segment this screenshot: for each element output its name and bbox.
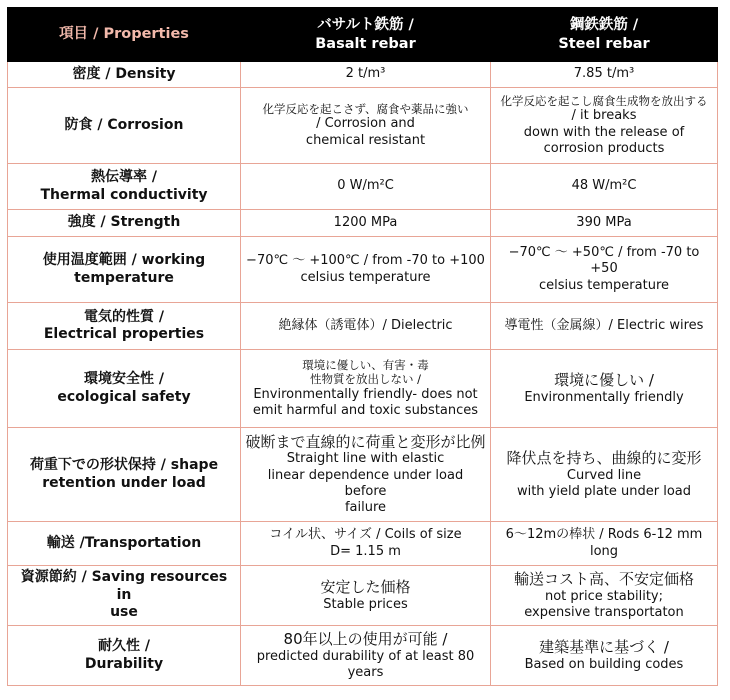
steel-cell xyxy=(491,626,718,686)
steel-value: 48 W/m²C xyxy=(571,178,637,194)
basalt-value: Environmentally friendly- does not xyxy=(253,386,478,402)
property-label: 熱伝導率 / xyxy=(91,169,157,185)
steel-value: 390 MPa xyxy=(576,214,632,230)
steel-cell xyxy=(491,566,718,626)
basalt-cell xyxy=(241,350,491,428)
basalt-value: 2 t/m³ xyxy=(345,66,386,82)
property-label: Electrical properties xyxy=(43,326,205,342)
table-row xyxy=(8,428,718,522)
steel-value-jp: 建築基準に基づく / xyxy=(539,638,669,656)
basalt-value: years xyxy=(347,664,384,680)
header-steel-line1: 鋼鉄鉄筋 / xyxy=(569,17,639,34)
steel-value: corrosion products xyxy=(543,140,665,156)
basalt-value: Stable prices xyxy=(323,596,408,612)
steel-value: −70℃ ～ +50℃ / from -70 to +50 xyxy=(508,245,700,277)
property-label: 使用温度範囲 / working xyxy=(42,252,206,268)
property-cell xyxy=(8,164,241,210)
steel-value: celsius temperature xyxy=(539,277,669,293)
basalt-cell xyxy=(241,210,491,237)
property-cell xyxy=(8,88,241,164)
steel-value-jp: 環境に優しい / xyxy=(554,371,654,389)
steel-cell xyxy=(491,210,718,237)
steel-cell xyxy=(491,428,718,522)
property-cell xyxy=(8,566,241,626)
basalt-cell xyxy=(241,303,491,350)
header-basalt xyxy=(241,8,491,62)
property-label: 密度 / Density xyxy=(72,65,176,82)
steel-value: 6～12mの棒状 / Rods 6-12 mm xyxy=(505,527,703,543)
steel-value-jp: 降伏点を持ち、曲線的に変形 xyxy=(506,448,702,467)
table-row xyxy=(8,626,718,686)
basalt-value-jp: 80年以上の使用が可能 / xyxy=(283,629,448,648)
steel-value-jp: 化学反応を起こし腐食生成物を放出する xyxy=(500,93,708,108)
basalt-value: Straight line with elastic xyxy=(286,451,445,467)
property-cell xyxy=(8,350,241,428)
basalt-cell xyxy=(241,428,491,522)
steel-value: / it breaks xyxy=(571,108,637,124)
basalt-value: 0 W/m²C xyxy=(337,178,394,194)
header-steel xyxy=(491,8,718,62)
basalt-value-jp: 化学反応を起こさず、腐食や薬品に強い xyxy=(262,102,469,117)
basalt-cell xyxy=(241,62,491,88)
steel-cell xyxy=(491,522,718,566)
property-cell xyxy=(8,210,241,237)
steel-value: Environmentally friendly xyxy=(524,389,684,405)
steel-cell xyxy=(491,62,718,88)
steel-cell xyxy=(491,88,718,164)
basalt-value: 1200 MPa xyxy=(333,214,398,230)
basalt-cell xyxy=(241,626,491,686)
table-row xyxy=(8,522,718,566)
table-row xyxy=(8,350,718,428)
steel-value: not price stability; xyxy=(544,588,663,604)
steel-value: expensive transportaton xyxy=(524,604,684,620)
property-label: 環境安全性 / xyxy=(84,371,164,387)
basalt-value: 絶縁体（誘電体）/ Dielectric xyxy=(278,317,453,333)
table-header xyxy=(8,8,718,62)
header-steel-line2: Steel rebar xyxy=(558,35,650,52)
property-cell xyxy=(8,522,241,566)
property-label: 強度 / Strength xyxy=(67,214,181,231)
basalt-cell xyxy=(241,522,491,566)
comparison-table xyxy=(7,7,718,686)
basalt-value: −70℃ ～ +100℃ / from -70 to +100 xyxy=(246,253,485,269)
property-label: 防食 / Corrosion xyxy=(64,116,184,133)
header-basalt-line1: バサルト鉄筋 / xyxy=(317,17,414,34)
property-label: ecological safety xyxy=(57,388,191,405)
basalt-cell xyxy=(241,237,491,303)
property-label: 輸送 /Transportation xyxy=(46,534,202,551)
property-label: use xyxy=(110,604,138,621)
steel-value: 導電性（金属線）/ Electric wires xyxy=(504,317,704,333)
steel-value: Curved line xyxy=(566,467,642,483)
property-cell xyxy=(8,62,241,88)
basalt-value: failure xyxy=(344,500,387,516)
header-properties xyxy=(8,8,241,62)
header-basalt-line2: Basalt rebar xyxy=(315,35,416,52)
basalt-cell xyxy=(241,566,491,626)
basalt-cell xyxy=(241,164,491,210)
basalt-value: predicted durability of at least 80 xyxy=(256,648,475,664)
table-row xyxy=(8,210,718,237)
property-cell xyxy=(8,626,241,686)
property-label: 電気的性質 / xyxy=(84,308,164,325)
property-cell xyxy=(8,237,241,303)
steel-value: with yield plate under load xyxy=(516,483,692,499)
steel-value-jp: 輸送コスト高、不安定価格 xyxy=(513,569,694,588)
property-label: temperature xyxy=(74,269,174,286)
property-label: Durability xyxy=(84,655,164,672)
basalt-value-jp: 安定した価格 xyxy=(320,578,411,596)
basalt-value: celsius temperature xyxy=(300,269,431,285)
steel-cell xyxy=(491,303,718,350)
table-row xyxy=(8,164,718,210)
steel-cell xyxy=(491,350,718,428)
basalt-value: emit harmful and toxic substances xyxy=(252,402,479,418)
property-cell xyxy=(8,303,241,350)
steel-cell xyxy=(491,237,718,303)
basalt-value-jp: 性物質を放出しない / xyxy=(309,372,422,387)
steel-value: down with the release of xyxy=(523,124,685,140)
property-label: 荷重下での形状保持 / shape xyxy=(29,457,219,473)
property-label: 耐久性 / xyxy=(98,638,150,654)
steel-value: Based on building codes xyxy=(524,656,684,672)
basalt-value: chemical resistant xyxy=(305,132,426,148)
steel-cell xyxy=(491,164,718,210)
basalt-value: / Corrosion and xyxy=(316,116,415,132)
property-label: 資源節約 / Saving resources in xyxy=(20,569,228,603)
table-row xyxy=(8,237,718,303)
property-label: retention under load xyxy=(42,474,206,491)
basalt-value-jp: 破断まで直線的に荷重と変形が比例 xyxy=(245,432,486,451)
basalt-value: D= 1.15 m xyxy=(330,543,401,559)
basalt-value: linear dependence under load before xyxy=(267,467,464,499)
steel-value: 7.85 t/m³ xyxy=(573,66,635,82)
table-row xyxy=(8,303,718,350)
table-row xyxy=(8,566,718,626)
basalt-value: コイル状、サイズ / Coils of size xyxy=(269,527,462,543)
table-row xyxy=(8,88,718,164)
basalt-value-jp: 環境に優しい、有害・毒 xyxy=(302,357,429,372)
steel-value: long xyxy=(589,543,619,559)
basalt-cell xyxy=(241,88,491,164)
table-row xyxy=(8,62,718,88)
header-properties-label: 項目 / Properties xyxy=(59,26,189,43)
property-cell xyxy=(8,428,241,522)
property-label: Thermal conductivity xyxy=(40,186,208,203)
